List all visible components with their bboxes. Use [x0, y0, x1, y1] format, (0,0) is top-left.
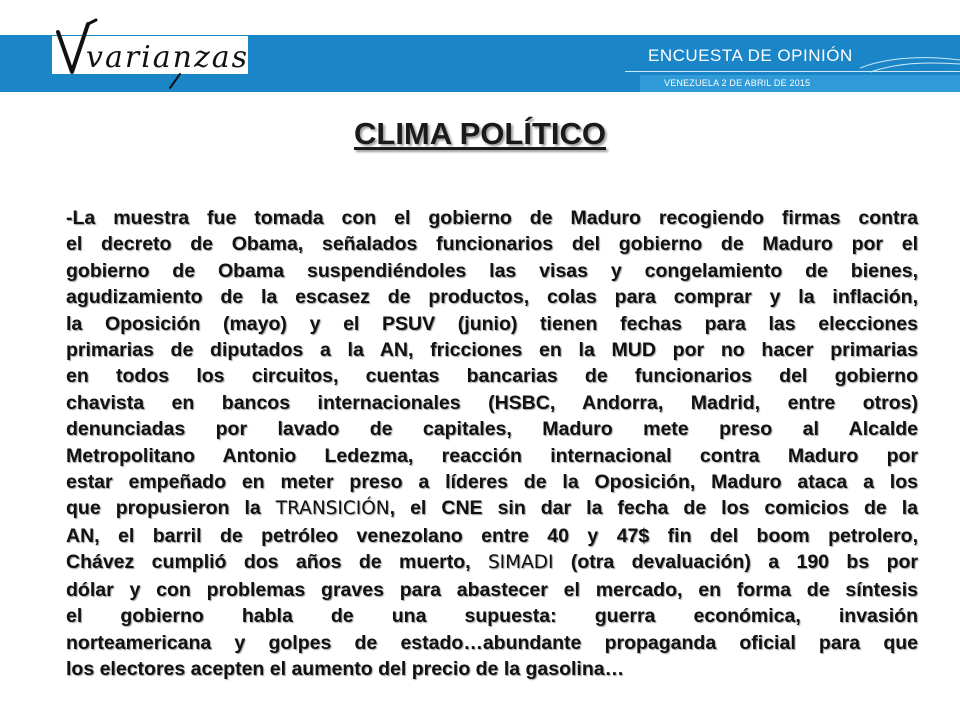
body-line: en todos los circuitos, cuentas bancarias de funcionarios del gobierno [66, 365, 918, 388]
body-line: estar empeñado en meter preso a líderes de la Oposición, Maduro ataca a los [66, 471, 918, 494]
text-segment: Chávez cumplió dos años de muerto, [66, 551, 488, 574]
body-line: Metropolitano Antonio Ledezma, reacción internacional contra Maduro por [66, 444, 918, 467]
body-line: primarias de diputados a la AN, fricciones en la MUD por no hacer primarias [66, 339, 918, 362]
emphasis-simadi: SIMADI [487, 552, 554, 574]
body-line: denunciadas por lavado de capitales, Maduro mete preso al Alcalde [66, 418, 918, 441]
text-segment: , el CNE sin dar la fecha de los comicios de la [389, 497, 918, 520]
text-segment: (otra devaluación) a 190 bs por [553, 551, 918, 574]
text-segment: que propusieron la [66, 497, 276, 520]
body-line: -La muestra fue tomada con el gobierno de Maduro recogiendo firmas contra [66, 207, 918, 229]
body-line: chavista en bancos internacionales (HSBC, Andorra, Madrid, entre otros) [66, 391, 918, 414]
body-line: el decreto de Obama, señalados funcionarios del gobierno de Maduro por el [66, 233, 918, 256]
body-line: dólar y con problemas graves para abastecer el mercado, en forma de síntesis [66, 578, 918, 601]
body-line: agudizamiento de la escasez de productos, colas para comprar y la inflación, [66, 286, 918, 309]
header-swoosh-icon [860, 56, 960, 74]
body-line: la Oposición (mayo) y el PSUV (junio) tienen fechas para las elecciones [66, 312, 918, 335]
body-line: norteamericana y golpes de estado…abundante propaganda oficial para que [66, 631, 918, 654]
body-line: AN, el barril de petróleo venezolano entre 40 y 47$ fin del boom petrolero, [66, 524, 918, 547]
header-date: VENEZUELA 2 DE ABRIL DE 2015 [664, 78, 811, 88]
body-line-simadi [66, 549, 918, 576]
body-line: gobierno de Obama suspendiéndoles las visas y congelamiento de bienes, [66, 259, 918, 282]
logo-text: varianzas [86, 40, 250, 75]
body-line: los electores acepten el aumento del precio de la gasolina… [66, 657, 625, 680]
emphasis-transicion: TRANSICIÓN [275, 498, 390, 520]
survey-title: ENCUESTA DE OPINIÓN [648, 46, 853, 65]
body-line-transicion [66, 495, 918, 522]
body-paragraph [66, 205, 918, 682]
page-title: CLIMA POLÍTICO [354, 116, 606, 151]
body-line: el gobierno habla de una supuesta: guerra económica, invasión [66, 605, 918, 628]
